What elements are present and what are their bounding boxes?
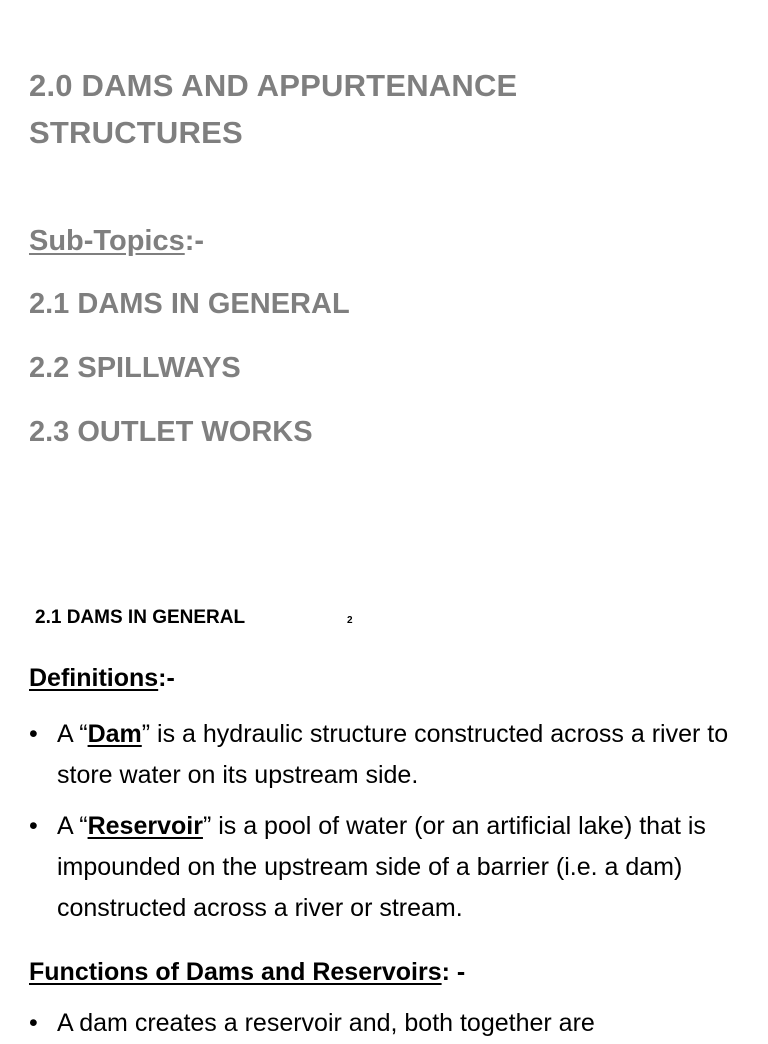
slide-2 (0, 590, 768, 1037)
definitions-label: Definitions (29, 664, 159, 692)
definitions-heading (29, 664, 175, 693)
bullet-icon: • (29, 1009, 38, 1037)
bullet-icon: • (29, 812, 38, 840)
bullet-text: A dam creates a reservoir and, both together are (57, 1009, 595, 1037)
bullet-dam-definition (29, 714, 741, 796)
slide-2-title: 2.1 DAMS IN GENERAL (35, 607, 246, 628)
subtopics-suffix: :- (184, 225, 205, 257)
bullet-icon: • (29, 720, 38, 748)
functions-heading (29, 958, 465, 987)
term-reservoir: Reservoir (87, 812, 203, 840)
subtopics-label: Sub-Topics (29, 225, 185, 257)
definitions-suffix: :- (158, 664, 175, 692)
functions-suffix: : - (441, 958, 466, 986)
subtopic-spillways: 2.2 SPILLWAYS (29, 352, 241, 384)
slide-title: 2.0 DAMS AND APPURTENANCE STRUCTURES (29, 68, 518, 150)
functions-label: Functions of Dams and Reservoirs (29, 958, 442, 986)
term-dam: Dam (87, 720, 142, 748)
subtopics-heading (29, 222, 204, 260)
page-number: 2 (347, 615, 353, 626)
bullet-reservoir-definition (29, 806, 741, 929)
bullet-text: A “Reservoir” is a pool of water (or an artificial lake) that is impounded on the upstream side of a barrier (i.e. a dam) constructed across a river or stream. (57, 812, 706, 922)
subtopic-outlet-works: 2.3 OUTLET WORKS (29, 416, 313, 448)
subtopic-dams-in-general: 2.1 DAMS IN GENERAL (29, 288, 350, 320)
bullet-text: A “Dam” is a hydraulic structure constructed across a river to store water on its upstream side. (57, 720, 729, 789)
